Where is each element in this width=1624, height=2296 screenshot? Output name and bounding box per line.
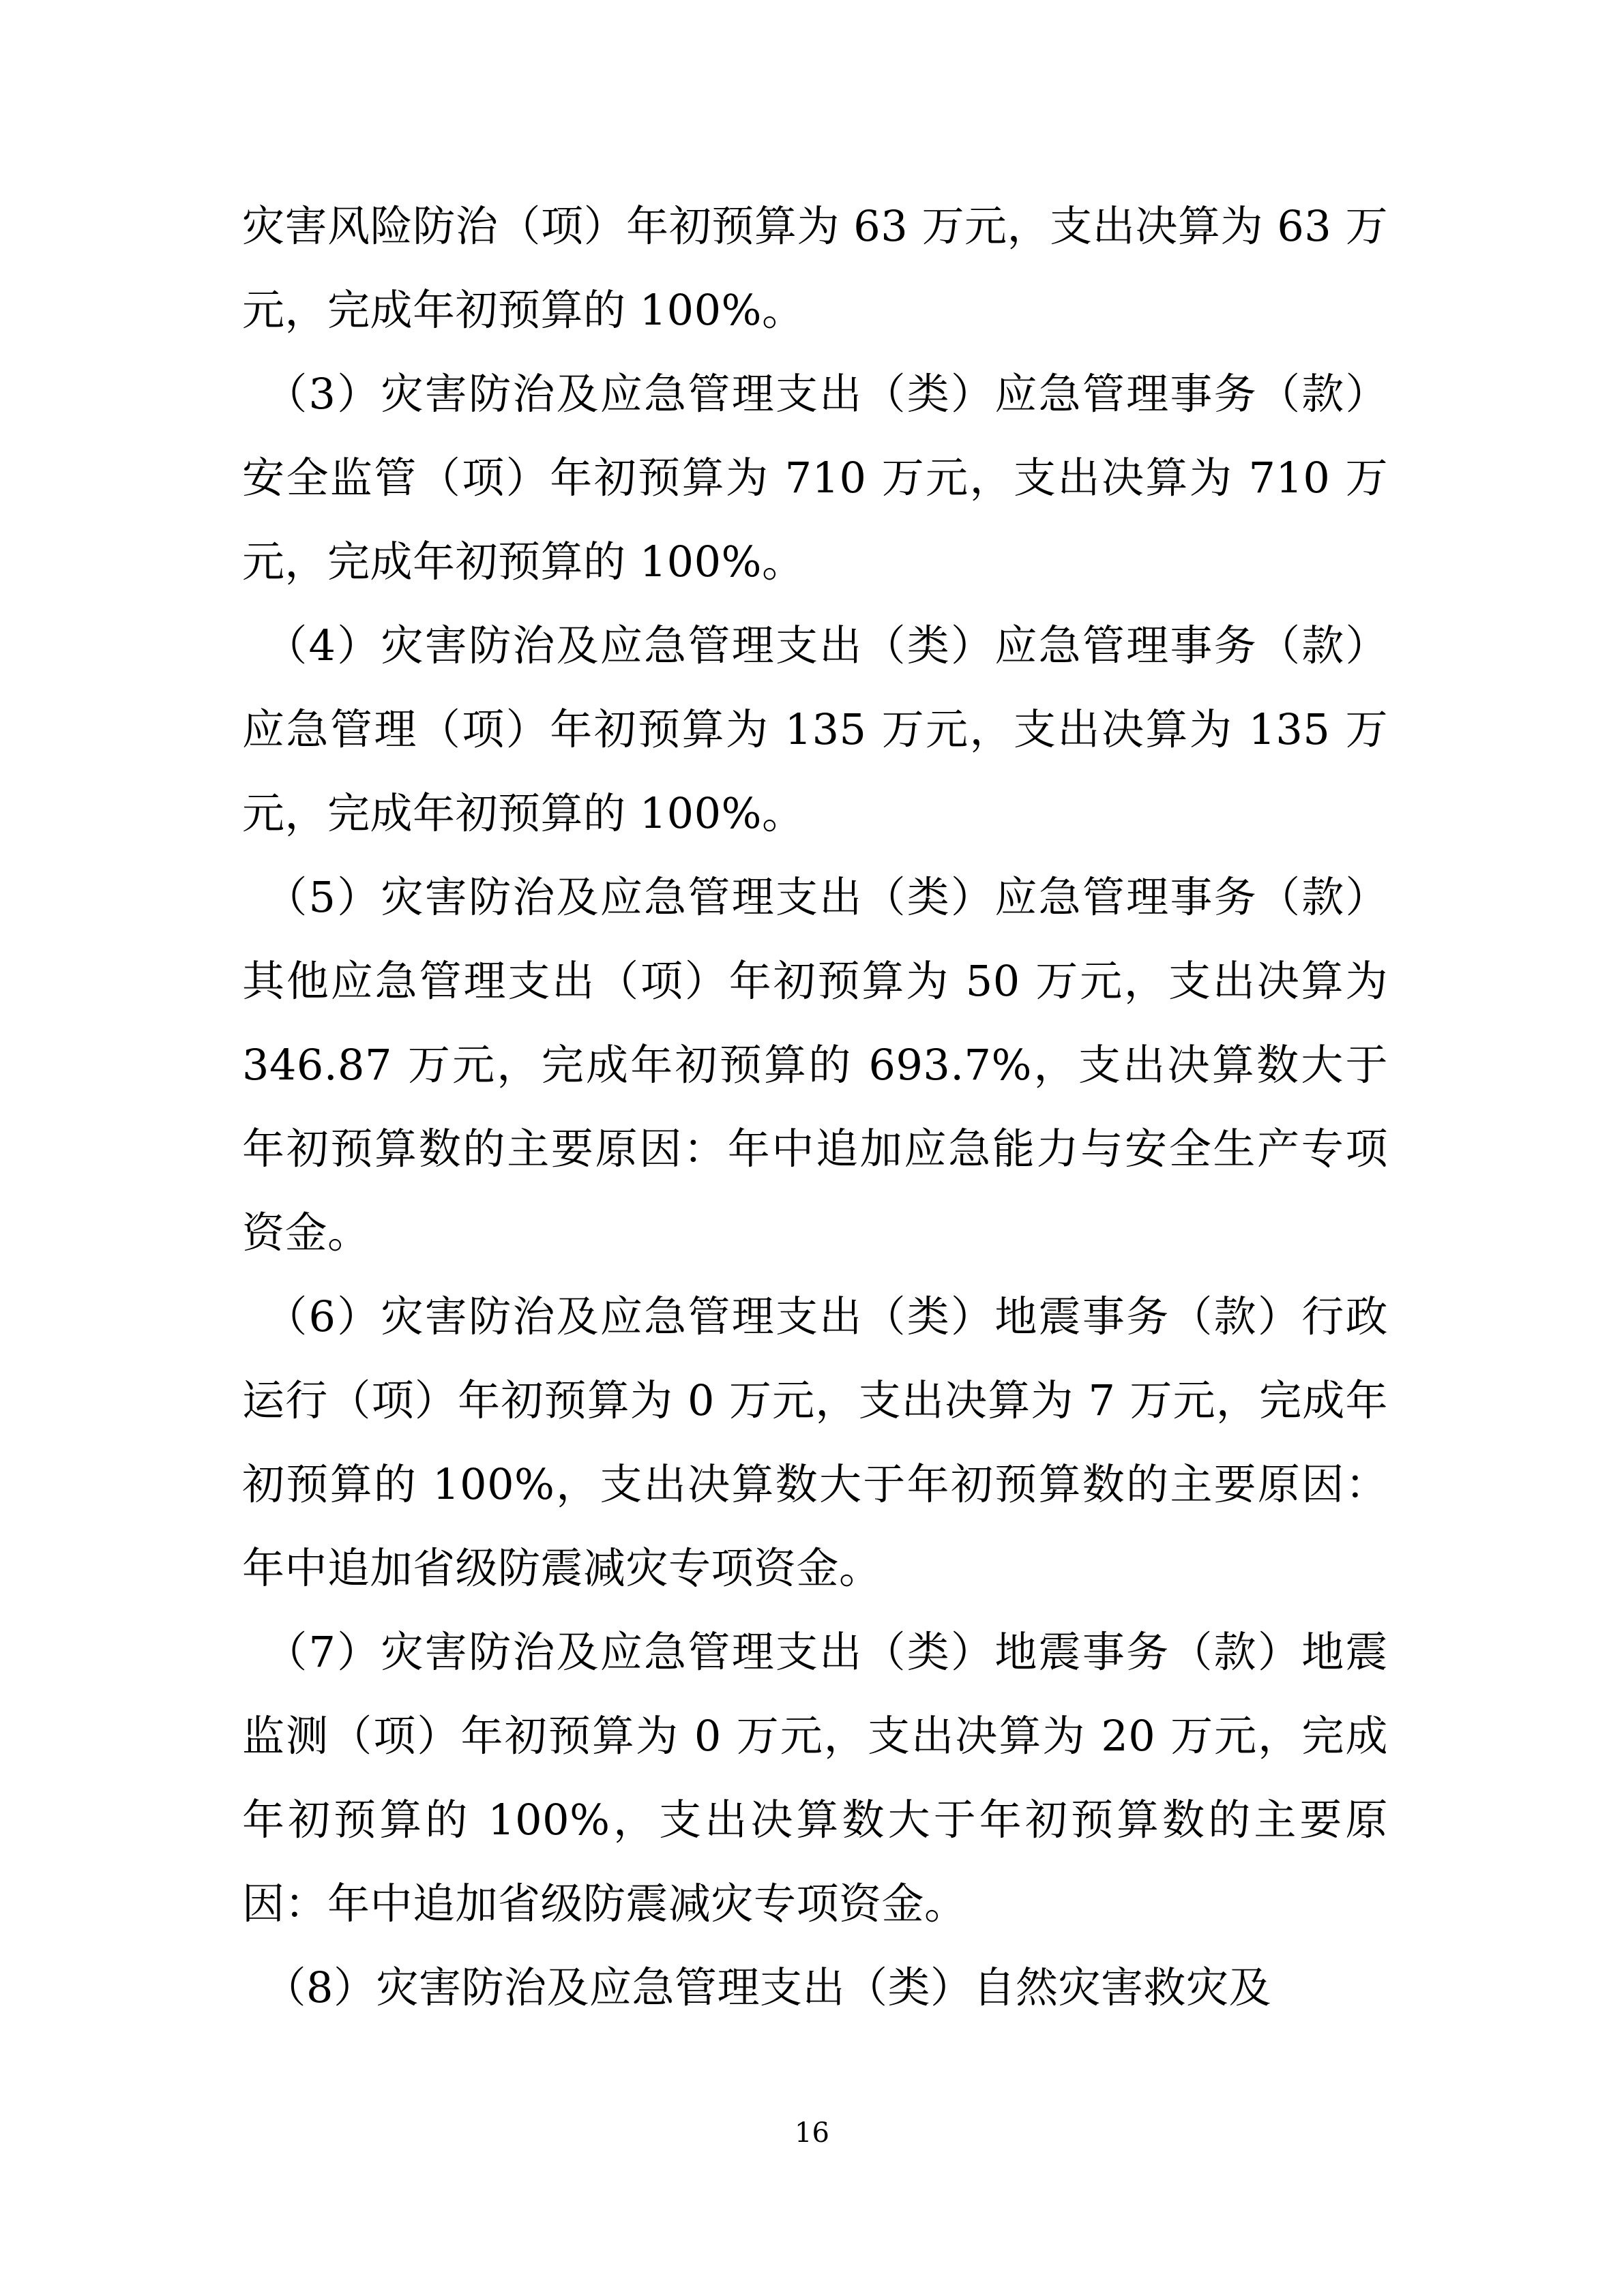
page-body-text (242, 184, 1402, 2029)
paragraph-item-3: （3）灾害防治及应急管理支出（类）应急管理事务（款）安全监管（项）年初预算为 710 万元，支出决算为 710 万元，完成年初预算的 100%。 (242, 369, 1388, 586)
paragraph-item-8: （8）灾害防治及应急管理支出（类）自然灾害救灾及 (242, 1963, 1271, 2012)
paragraph-item-7: （7）灾害防治及应急管理支出（类）地震事务（款）地震监测（项）年初预算为 0 万元，支出决算为 20 万元，完成年初预算的 100%，支出决算数大于年初预算数的主要原因：年中追加省级防震减灾专项资金。 (242, 1627, 1388, 1928)
paragraph-continued: 灾害风险防治（项）年初预算为 63 万元，支出决算为 63 万元，完成年初预算的 100%。 (242, 201, 1388, 335)
page-number: 16 (795, 2117, 829, 2149)
paragraph-item-6: （6）灾害防治及应急管理支出（类）地震事务（款）行政运行（项）年初预算为 0 万元，支出决算为 7 万元，完成年初预算的 100%，支出决算数大于年初预算数的主要原因：年中追加省级防震减灾专项资金。 (242, 1292, 1388, 1593)
paragraph-item-5: （5）灾害防治及应急管理支出（类）应急管理事务（款）其他应急管理支出（项）年初预算为 50 万元，支出决算为 346.87 万元，完成年初预算的 693.7%，支出决算数大于年初预算数的主要原因：年中追加应急能力与安全生产专项资金。 (242, 872, 1402, 1257)
paragraph-item-4: （4）灾害防治及应急管理支出（类）应急管理事务（款）应急管理（项）年初预算为 135 万元，支出决算为 135 万元，完成年初预算的 100%。 (242, 621, 1388, 838)
